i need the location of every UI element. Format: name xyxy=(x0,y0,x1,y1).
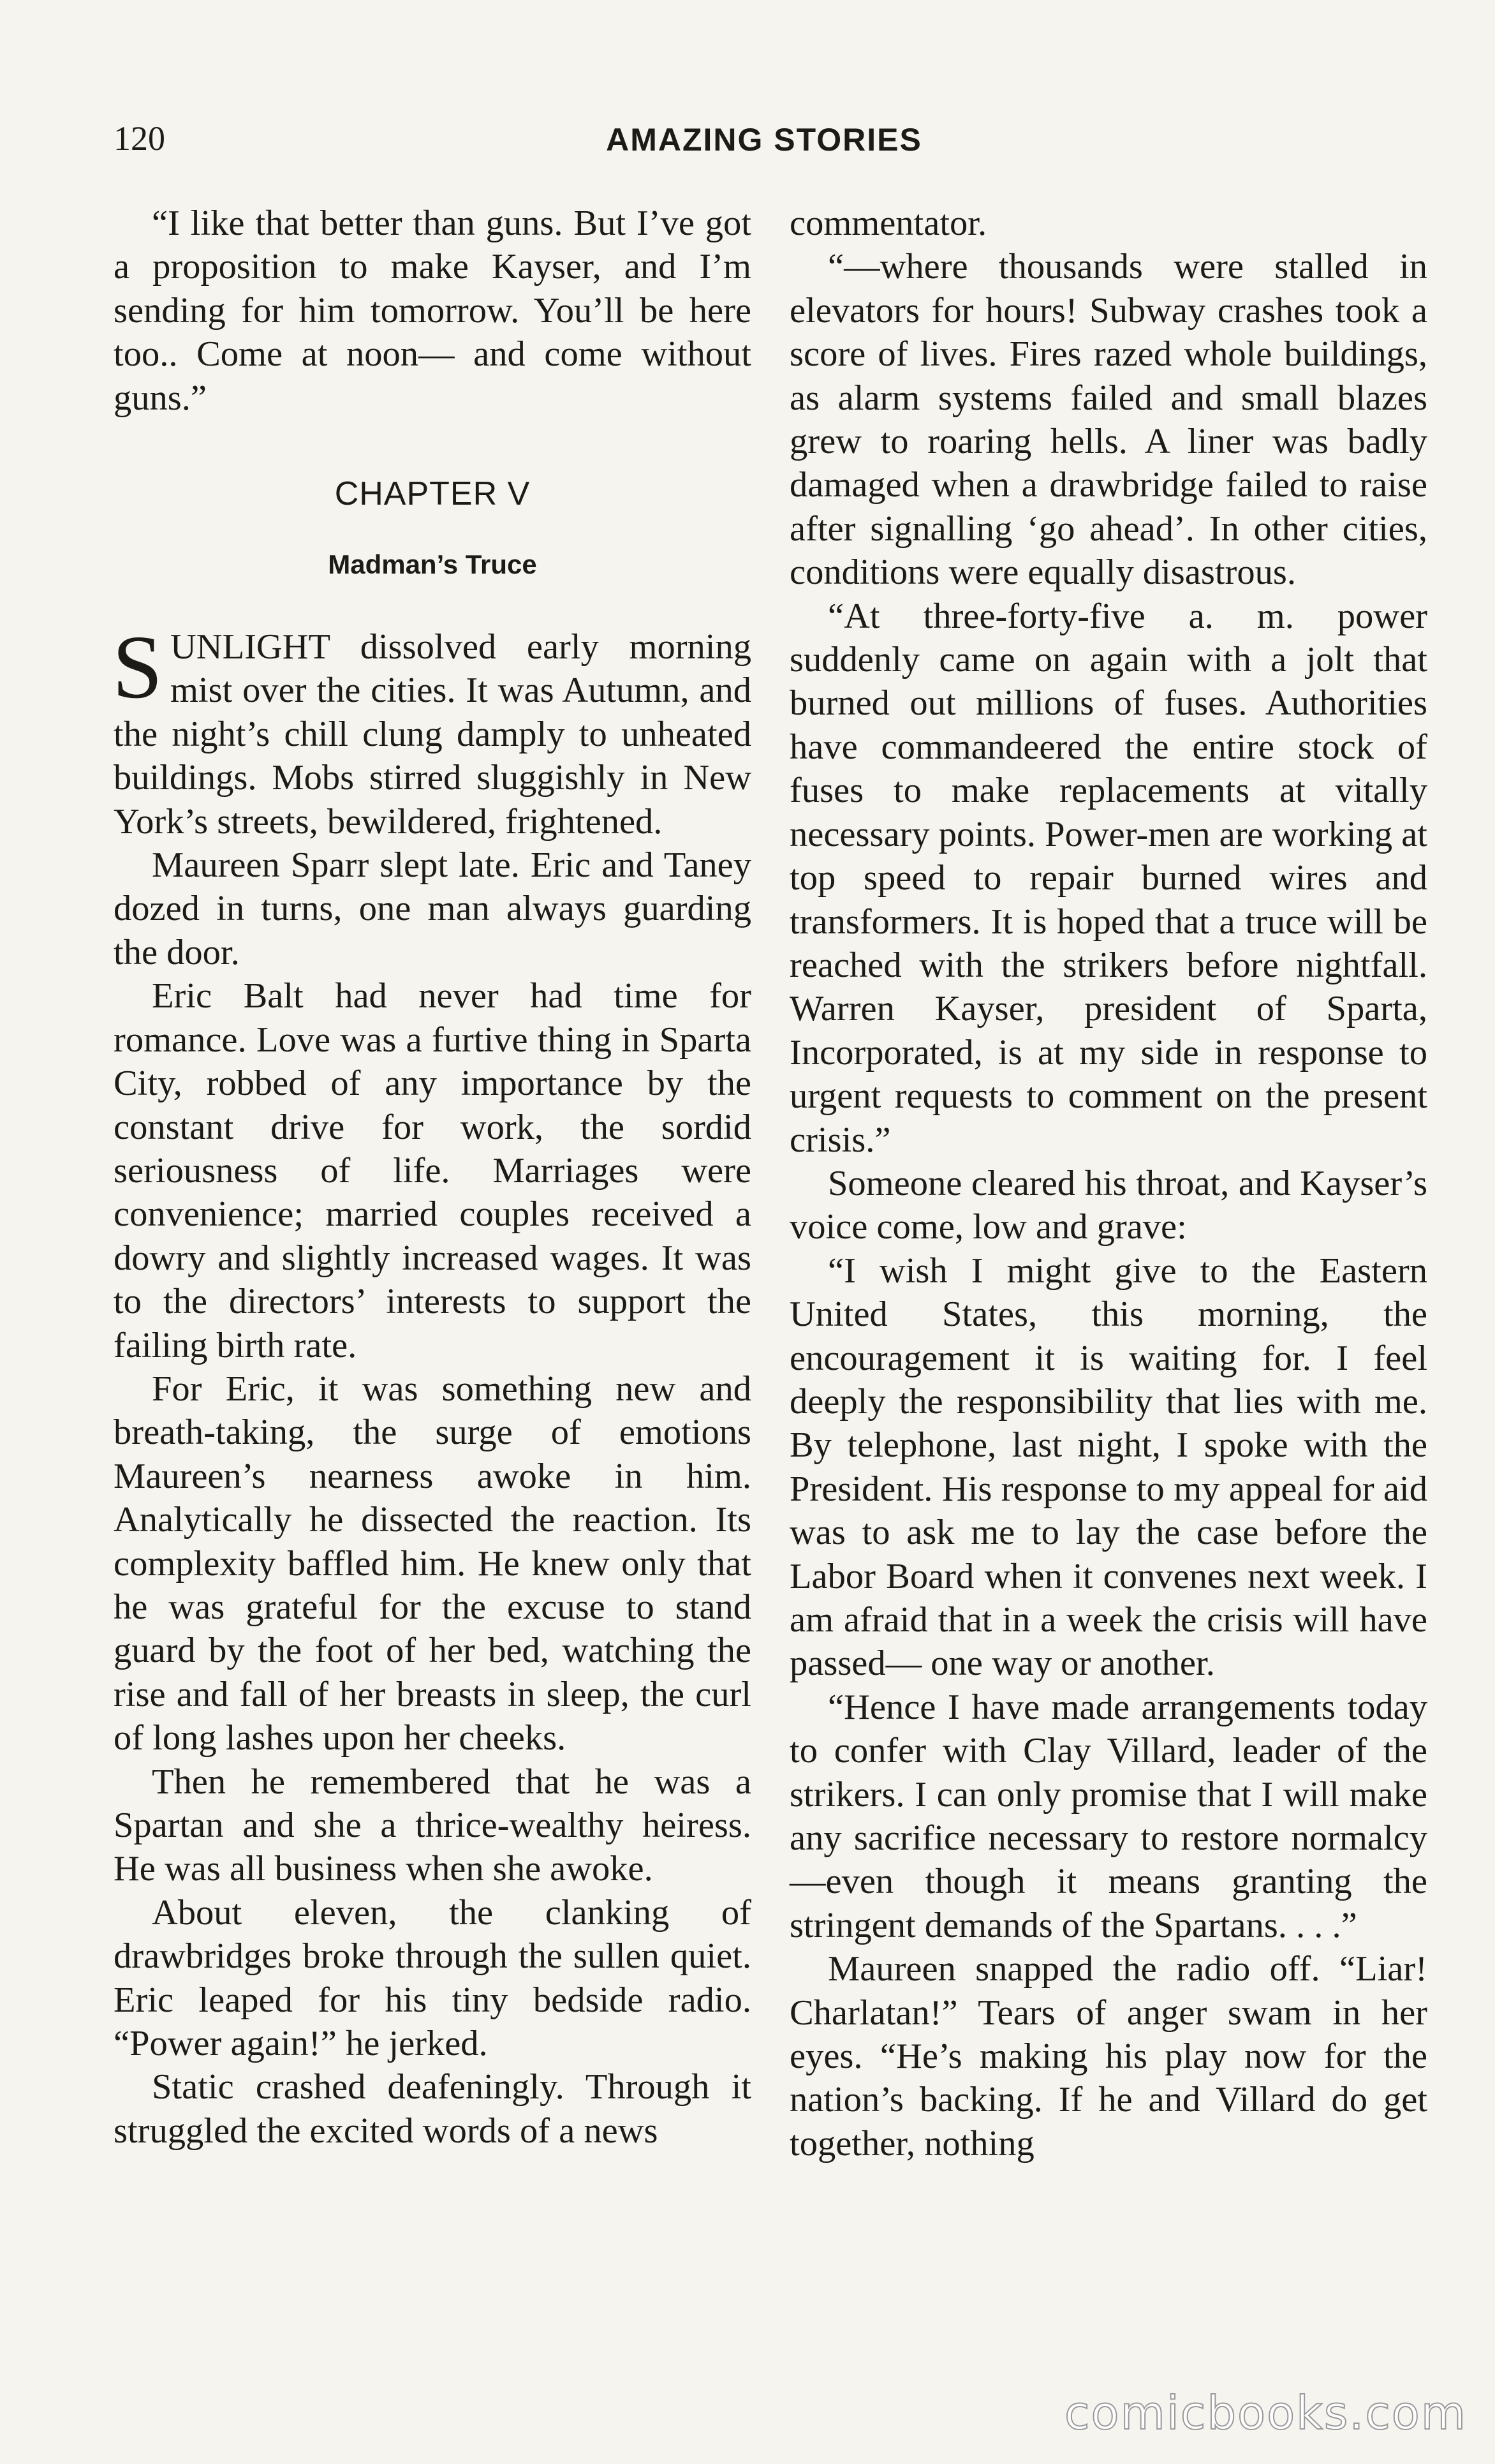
paragraph: Eric Balt had never had time for romance. Love was a furtive thing in Sparta City, robbed of any importance by the constant drive for work, the sordid seriousness of life. Marriages were convenience; married couples received a dowry and slightly increased wages. It was to the directors’ interests to support the failing birth rate. xyxy=(114,976,751,1365)
page-header xyxy=(114,119,1415,170)
right-column xyxy=(790,202,1427,2165)
paragraph: Someone cleared his throat, and Kayser’s voice come, low and grave: xyxy=(790,1163,1427,1247)
page-number: 120 xyxy=(114,119,165,158)
chapter-title: CHAPTER V xyxy=(334,475,531,513)
running-title: AMAZING STORIES xyxy=(606,122,922,158)
paragraph: For Eric, it was something new and breath-taking, the surge of emotions Maureen’s nearness awoke in him. Analytically he dissected the reaction. Its complexity baffled him. He knew only that he was grateful for the excuse to stand guard by the foot of her bed, watching the rise and fall of her breasts in sleep, the curl of long lashes upon her cheeks. xyxy=(114,1369,751,1758)
paragraph: Then he remembered that he was a Spartan and she a thrice-wealthy heiress. He was all business when she awoke. xyxy=(114,1762,751,1889)
paragraph: “I wish I might give to the Eastern United States, this morning, the encouragement it is waiting for. I feel deeply the responsibility that lies with me. By telephone, last night, I spoke with the President. His response to my appeal for aid was to ask me to lay the case before the Labor Board when it convenes next week. I am afraid that in a week the crisis will have passed— one way or another. xyxy=(790,1251,1427,1684)
watermark: comicbooks.com xyxy=(1064,2386,1467,2440)
drop-cap: S xyxy=(112,616,163,718)
continuation-text: commentator. xyxy=(790,204,987,243)
paragraph: “I like that better than guns. But I’ve got a proposition to make Kayser, and I’m sending for him tomorrow. You’ll be here too.. Come at noon— and come without guns.” xyxy=(114,204,751,418)
left-column xyxy=(114,202,751,2153)
paragraph: “Hence I have made arrangements today to confer with Clay Villard, leader of the strikers. I can only promise that I will make any sacrifice necessary to restore normalcy—even though it means granting the stringent demands of the Spartans. . . .” xyxy=(790,1687,1427,1945)
paragraph: About eleven, the clanking of drawbridges broke through the sullen quiet. Eric leaped for his tiny bedside radio. “Power again!” he jerked. xyxy=(114,1892,751,2064)
paragraph: “—where thousands were stalled in elevators for hours! Subway crashes took a score of lives. Fires razed whole buildings, as alarm systems failed and small blazes grew to roaring hells. A liner was badly damaged when a drawbridge failed to raise after signalling ‘go ahead’. In other cities, conditions were equally disastrous. xyxy=(790,247,1427,593)
opening-paragraph-text: UNLIGHT dissolved early morning mist over the cities. It was Autumn, and the night’s chill clung damply to unheated buildings. Mobs stirred sluggishly in New York’s streets, bewildered, frightened. xyxy=(114,627,751,842)
paragraph: Maureen Sparr slept late. Eric and Taney dozed in turns, one man always guarding the door. xyxy=(114,845,751,972)
paragraph: Static crashed deafeningly. Through it struggled the excited words of a news xyxy=(114,2067,751,2151)
paragraph: “At three-forty-five a. m. power suddenly came on again with a jolt that burned out millions of fuses. Authorities have commandeered the entire stock of fuses to make replacements at vitally necessary points. Power-men are working at top speed to repair burned wires and transformers. It is hoped that a truce will be reached with the strikers before nightfall. Warren Kayser, president of Sparta, Incorporated, is at my side in response to urgent requests to comment on the present crisis.” xyxy=(790,596,1427,1160)
chapter-subtitle: Madman’s Truce xyxy=(328,549,537,580)
opening-paragraph xyxy=(112,616,751,843)
paragraph: Maureen snapped the radio off. “Liar! Charlatan!” Tears of anger swam in her eyes. “He’s making his play now for the nation’s backing. If he and Villard do get together, nothing xyxy=(790,1949,1427,2163)
